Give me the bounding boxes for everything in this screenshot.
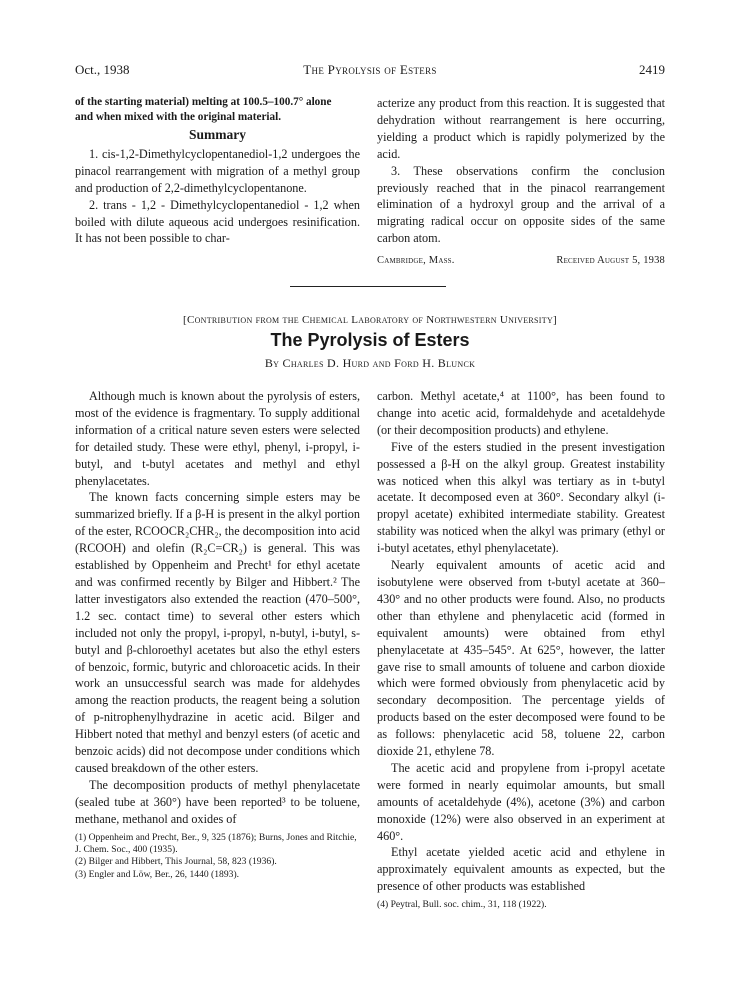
footnotes-left (75, 832, 360, 882)
footnote: (3) Engler and Löw, Ber., 26, 1440 (1893). (75, 868, 240, 880)
prev-article-right-column (377, 95, 665, 270)
received-date: Received August 5, 1938 (556, 255, 665, 267)
article-right-column (377, 388, 665, 912)
summary-item-2-continued: acterize any product from this reaction. It is suggested that dehydration without rearrangement is here occurring, yielding a product which is rapidly polymerized by the acid. (377, 96, 665, 161)
page-header (75, 62, 665, 82)
body-paragraph: The acetic acid and propylene from i-propyl acetate were formed in nearly equimolar amounts, but small amounts of acetaldehyde (4%), acetone (3%) and carbon monoxide (12%) were also observed in an experiment at 460°. (377, 760, 665, 843)
summary-item-2: 2. trans - 1,2 - Dimethylcyclopentanediol - 1,2 when boiled with dilute aqueous acid undergoes resinification. It has not been possible to char- (75, 197, 360, 246)
footnote: (4) Peytral, Bull. soc. chim., 31, 118 (1922). (377, 899, 547, 911)
received-line (377, 253, 665, 270)
summary-item-1: 1. cis-1,2-Dimethylcyclopentanediol-1,2 undergoes the pinacol rearrangement with migration of a methyl group and production of 2,2-dimethylcyclopentanone. (75, 146, 360, 195)
summary-item-3: 3. These observations confirm the conclusion previously reached that in the pinacol rearrangement elimination of a hydroxyl group and the arrival of a migrating radical occur on opposite sides of the same carbon atom. (377, 163, 665, 246)
article-byline: By Charles D. Hurd and Ford H. Blunck (264, 356, 476, 370)
header-page-number: 2419 (639, 62, 665, 77)
body-paragraph: The decomposition products of methyl phenylacetate (sealed tube at 360°) have been reported³ to be toluene, methane, methanol and oxides of (75, 777, 360, 826)
body-paragraph: The known facts concerning simple esters may be summarized briefly. If a β-H is present in the alkyl portion of the ester, RCOOCR₂CHR₂, the decomposition into acid (RCOOH) and olefin (R₂C=CR₂) is general. This was established by Oppenheim and Precht¹ for ethyl acetate and was confirmed recently by Bilger and Hibbert.² The latter investigators also extended the reaction (470–500°, 1.2 sec. contact time) to several other esters which included not only the propyl, i-propyl, n-butyl, i-butyl, s-butyl and β-chloroethyl acetates but also the ethyl esters of benzoic, formic, butyric and chloroacetic acids. In their work an unsuccessful search was made for aldehydes among the reaction products, the reagent being a solution of p-nitrophenylhydrazine in acetic acid. Bilger and Hibbert noted that methyl and benzyl esters (of acetic and benzoic acids) did not decompose under conditions which caused breakdown of the other esters. (75, 490, 360, 775)
body-paragraph: Nearly equivalent amounts of acetic acid and isobutylene were observed from t-butyl acetate at 360–430° and no other products were found. Also, no products other than ethylene and phenylacetic acid (formed in equivalent amounts) were obtained from ethyl phenylacetate at 435–545°. At 625°, however, the latter gave rise to small amounts of toluene and carbon dioxide which were formed obviously from phenylacetic acid by secondary decomposition. The percentage yields of products based on the ester decomposed were found to be as follows: phenylacetic acid 58, toluene 22, carbon dioxide 21, ethylene 78. (377, 558, 665, 759)
article-title: The Pyrolysis of Esters (270, 330, 470, 350)
footnotes-right (377, 899, 665, 911)
prev-article-left-column (75, 95, 360, 247)
body-paragraph: carbon. Methyl acetate,⁴ at 1100°, has been found to change into acetic acid, formaldehyde and acetaldehyde (or their decomposition products) and ethylene. (377, 389, 665, 437)
footnote: (1) Oppenheim and Precht, Ber., 9, 325 (1876); Burns, Jones and Ritchie, J. Chem. Soc., 400 (1935). (75, 831, 357, 855)
prev-text-line: and when mixed with the original material. (75, 111, 282, 123)
summary-heading: Summary (189, 127, 246, 142)
received-location: Cambridge, Mass. (377, 255, 455, 267)
body-paragraph: Ethyl acetate yielded acetic acid and ethylene in approximately equivalent amounts as expected, but the presence of other products was established (377, 845, 665, 894)
header-running-title: The Pyrolysis of Esters (303, 62, 437, 77)
body-paragraph: Five of the esters studied in the present investigation possessed a β-H on the alkyl group. Greatest instability was noticed when this alkyl was tertiary as in t-butyl acetate. It decomposed even at 360°. Secondary alkyl (i-propyl acetate) exhibited intermediate stability. Greatest stability was noticed when the alkyl was primary (ethyl or i-butyl acetates, ethyl phenylacetate). (377, 439, 665, 556)
prev-text-line: of the starting material) melting at 100.5–100.7° alone (75, 96, 332, 108)
article-left-column (75, 388, 360, 881)
contribution-line: [Contribution from the Chemical Laboratory of Northwestern University] (182, 314, 557, 326)
body-paragraph: Although much is known about the pyrolysis of esters, most of the evidence is fragmentary. To supply additional information of a critical nature seven esters were selected for detailed study. These were ethyl, phenyl, i-propyl, i-butyl, and t-butyl acetates and methyl and ethyl phenylacetates. (75, 389, 360, 488)
footnote: (2) Bilger and Hibbert, This Journal, 58, 823 (1936). (75, 856, 277, 868)
section-divider (290, 286, 446, 287)
header-date: Oct., 1938 (75, 62, 130, 77)
